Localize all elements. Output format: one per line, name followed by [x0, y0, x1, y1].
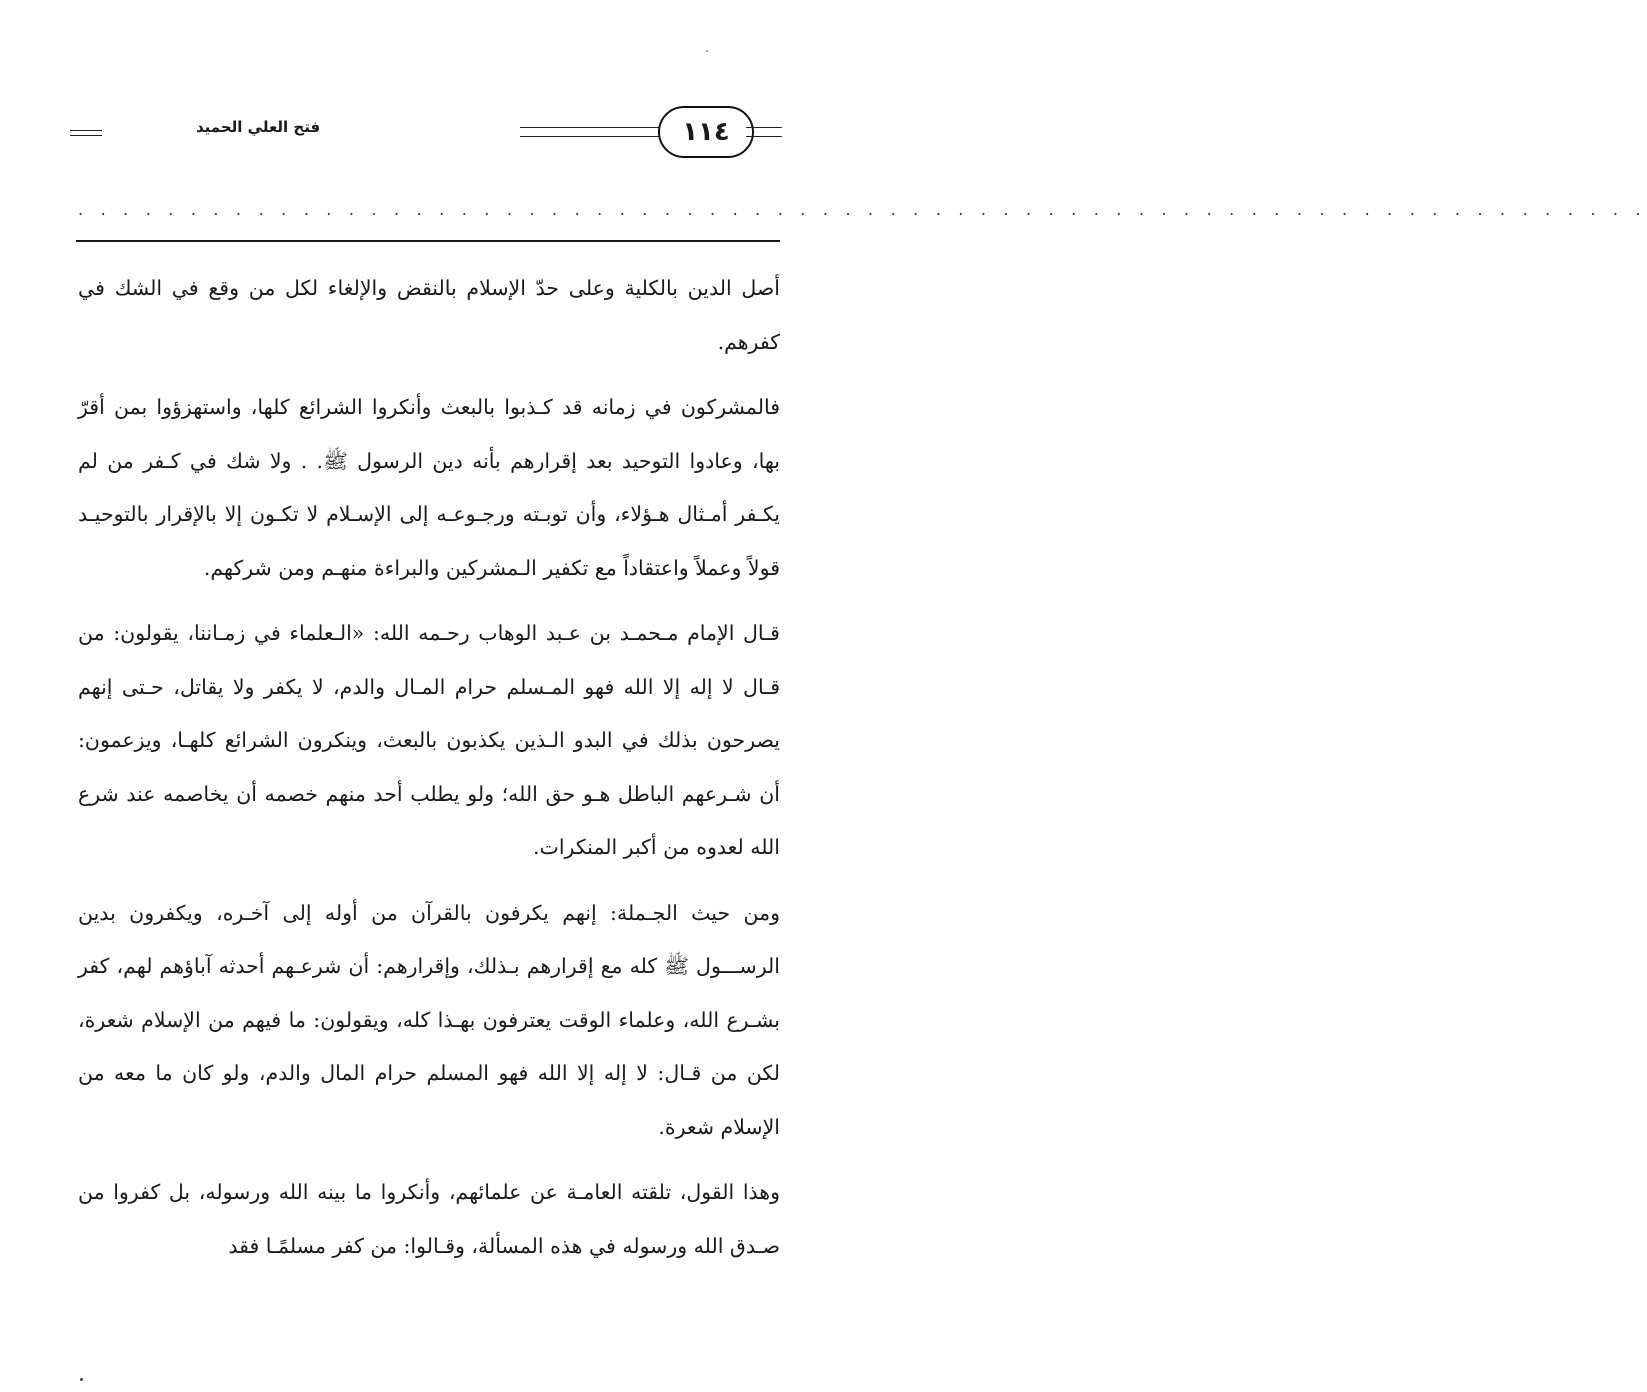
paragraph: وهذا القول، تلقته العامـة عن علمائهم، وأنكروا ما بينه الله ورسوله، بل كفروا من صـدق الله ورسوله في هذه المسألة، وقـالوا: من كفر مسلمًـا فقد [78, 1180, 780, 1258]
horizontal-rule [76, 240, 780, 242]
scan-speck [80, 1378, 83, 1381]
paragraph: ومن حيث الجـملة: إنهم يكرفون بالقرآن من أوله إلى آخـره، ويكفرون بدين الرســـول ﷺ كله مع إقرارهم بـذلك، وإقرارهم: أن شرعـهم أحدثه آباؤهم لهم، كفر بشـرع الله، وعلماء الوقت يعترفون بهـذا كله، ويقولون: ما فيهم من الإسلام شعرة، لكن من قـال: لا إله إلا الله فهو المسلم حرام المال والدم، ولو كان ما معه من الإسلام شعرة. [78, 900, 780, 1139]
title-double-rule [70, 130, 102, 136]
scan-speck [706, 50, 708, 52]
paragraph: فالمشركون في زمانه قد كـذبوا بالبعث وأنكروا الشرائع كلها، واستهزؤوا بمن أقرّ بها، وعادوا التوحيد بعد إقرارهم بأنه دين الرسول ﷺ. . ولا شك في كـفر من لم يكـفر أمـثال هـؤلاء، وأن توبـته ورجـوعـه إلى الإسـلام لا تكـون إلا بالإقرار بالتوحيـد قولاً وعملاً واعتقاداً مع تكفير الـمشركين والبراءة منهـم ومن شركهم. [78, 395, 780, 580]
body-text [78, 262, 780, 1285]
page-number-right-rule [746, 127, 782, 137]
paragraph: أصل الدين بالكلية وعلى حدّ الإسلام بالنقض والإلغاء لكل من وقع في الشك في كفرهم. [78, 276, 780, 354]
book-title: فتح العلي الحميد [196, 118, 321, 136]
footnote-dotted-separator: . . . . . . . . . . . . . . . . . . . . . . . . . . . . . . . . . . . . . . . . . . . . . . . . . . . . . . . . . . . . . . . . . . . . . . [78, 200, 1647, 219]
page-header [70, 100, 782, 160]
page-number: ١١٤ [658, 106, 754, 158]
page-number-left-rule [520, 127, 668, 137]
paragraph: قـال الإمام مـحمـد بن عـبد الوهاب رحـمه الله: «الـعلماء في زمـاننا، يقولون: من قـال لا إله إلا الله فهو المـسلم حرام المـال والدم، لا يكفر ولا يقاتل، حـتى إنهم يصرحون بذلك في البدو الـذين يكذبون بالبعث، وينكرون الشرائع كلهـا، ويزعمون: أن شـرعهم الباطل هـو حق الله؛ ولو يطلب أحد منهم خصمه أن يخاصمه عند شرع الله لعدوه من أكبر المنكرات. [78, 621, 780, 859]
